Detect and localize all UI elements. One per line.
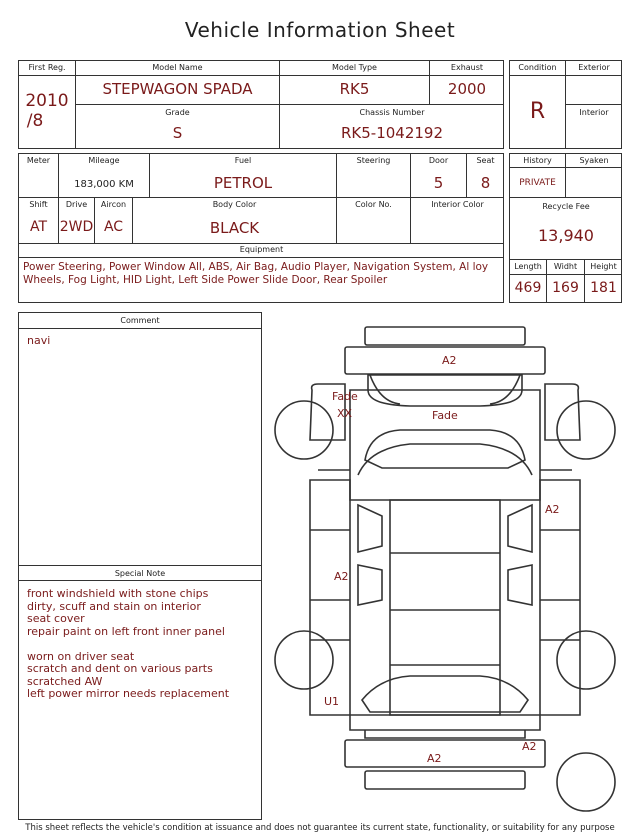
front-grille (365, 327, 525, 345)
notes-panel (18, 312, 262, 820)
length-value: 469 (514, 280, 542, 296)
grade-label: Grade (165, 108, 190, 117)
interior-color-cell (411, 198, 504, 244)
mark-rear-bumper: A2 (427, 752, 442, 765)
height-cell (585, 260, 622, 303)
shift-label: Shift (29, 200, 48, 209)
drive-label: Drive (65, 200, 88, 209)
special-note-line: worn on driver seat (27, 649, 135, 663)
rear-window (362, 676, 528, 712)
aircon-label: Aircon (100, 200, 127, 209)
exterior-cell (566, 61, 622, 105)
chassis-value: RK5-1042192 (340, 124, 444, 142)
width-cell (547, 260, 585, 303)
height-label: Height (590, 262, 617, 271)
condition-cell (510, 61, 566, 149)
history-label: History (523, 156, 552, 165)
body-color-value: BLACK (209, 219, 260, 237)
door-cell (411, 154, 467, 198)
drive-value: 2WD (59, 219, 94, 235)
exhaust-cell (430, 61, 504, 105)
model-type-value: RK5 (339, 80, 370, 98)
special-note-line: left power mirror needs replacement (27, 687, 230, 700)
model-name-cell (76, 61, 280, 105)
interior-cell (566, 105, 622, 149)
special-note-line: seat cover (27, 612, 85, 625)
shift-value: AT (29, 219, 48, 235)
model-name-value: STEPWAGON SPADA (102, 80, 253, 98)
model-info-table (18, 60, 504, 149)
history-table (509, 153, 622, 303)
special-note-line: dirty, scuff and stain on interior (27, 599, 201, 613)
special-note-label: Special Note (114, 569, 166, 578)
page-title: Vehicle Information Sheet (184, 18, 456, 42)
comment-label: Comment (120, 316, 160, 325)
body-color-label: Body Color (212, 200, 257, 209)
front-roof-line (358, 444, 532, 475)
color-no-cell (337, 198, 411, 244)
shift-cell (19, 198, 59, 244)
mark-front-bumper: A2 (442, 354, 457, 367)
first-reg-label: First Reg. (28, 63, 66, 72)
fuel-cell (150, 154, 337, 198)
equipment-label: Equipment (239, 245, 284, 254)
mark-right-side: A2 (545, 503, 560, 516)
left-rear-wheel (275, 631, 333, 689)
equipment-value: Power Steering, Power Window All, ABS, Air Bag, Audio Player, Navigation System, Al loy Wheels, Fog Light, HID Light, Left Side Power Slide Door, Rear Spoiler (23, 261, 489, 286)
length-label: Length (514, 262, 542, 271)
door-value: 5 (433, 174, 444, 192)
grade-cell (76, 105, 280, 149)
meter-label: Meter (26, 156, 51, 165)
special-note-header (19, 565, 261, 581)
width-label: Widht (553, 262, 578, 271)
meter-cell (19, 154, 59, 198)
aircon-cell (95, 198, 133, 244)
left-front-wheel (275, 401, 333, 459)
grade-value: S (172, 124, 183, 142)
comment-header (19, 313, 261, 329)
special-note-line: repair paint on left front inner panel (27, 624, 225, 638)
drive-cell (59, 198, 95, 244)
chassis-label: Chassis Number (359, 108, 425, 117)
first-reg-year: 2010 (25, 91, 69, 111)
seat-label: Seat (476, 156, 495, 165)
roof (390, 500, 500, 715)
right-front-wheel (557, 401, 615, 459)
fuel-value: PETROL (213, 174, 273, 192)
first-reg-month: /8 (26, 111, 44, 131)
tailgate (350, 715, 540, 730)
left-body-side (310, 480, 350, 715)
recycle-fee-cell (510, 198, 622, 260)
steering-label: Steering (356, 156, 391, 165)
steering-cell (337, 154, 411, 198)
chassis-cell (280, 105, 504, 149)
special-notes-list (27, 588, 229, 701)
mileage-cell (59, 154, 150, 198)
width-value: 169 (552, 280, 579, 296)
color-no-label: Color No. (355, 200, 392, 209)
model-name-label: Model Name (152, 63, 203, 72)
height-value: 181 (590, 280, 617, 296)
fuel-label: Fuel (234, 156, 252, 165)
recycle-fee-label: Recycle Fee (542, 202, 590, 211)
specs-table (18, 153, 504, 303)
length-cell (510, 260, 547, 303)
mark-left-side: A2 (334, 570, 349, 583)
special-note-line: scratched AW (27, 674, 103, 688)
rear-bumper (345, 740, 545, 767)
mark-rear-corner: A2 (522, 740, 537, 753)
history-value: PRIVATE (519, 178, 556, 188)
special-note-line: scratch and dent on various parts (27, 662, 213, 675)
first-reg-cell (19, 61, 76, 149)
interior-color-label: Interior Color (431, 200, 484, 209)
exhaust-value: 2000 (447, 80, 487, 98)
car-damage-diagram (270, 320, 632, 825)
condition-table (509, 60, 622, 149)
mileage-label: Mileage (88, 156, 120, 165)
aircon-value: AC (103, 219, 124, 235)
exhaust-label: Exhaust (450, 63, 484, 72)
history-cell (510, 154, 566, 198)
recycle-fee-value: 13,940 (538, 226, 594, 245)
mark-roof-fade: Fade (432, 409, 458, 422)
right-rear-wheel (557, 631, 615, 689)
interior-label: Interior (579, 108, 609, 117)
seat-cell (467, 154, 504, 198)
special-note-line (27, 638, 229, 651)
mark-windshield-fade: Fade (332, 390, 358, 403)
mark-windshield-xx: XX (337, 407, 353, 420)
syaken-label: Syaken (579, 156, 609, 165)
comment-text: navi (27, 334, 51, 347)
syaken-cell (566, 154, 622, 198)
seat-value: 8 (480, 174, 491, 192)
equipment-header (19, 244, 504, 258)
mark-left-rear-wheel: U1 (324, 695, 340, 708)
disclaimer-footer: This sheet reflects the vehicle's condition at issuance and does not guarantee its current state, functionality, or suitability for any purpose (25, 823, 615, 833)
special-note-line: front windshield with stone chips (27, 587, 209, 600)
condition-label: Condition (518, 63, 557, 72)
mileage-value: 183,000 KM (74, 179, 134, 190)
exterior-label: Exterior (578, 63, 610, 72)
body-color-cell (133, 198, 337, 244)
model-type-label: Model Type (332, 63, 377, 72)
condition-value: R (529, 99, 546, 124)
rear-plate-bar (365, 771, 525, 789)
model-type-cell (280, 61, 430, 105)
door-label: Door (428, 156, 449, 165)
spare-wheel (557, 753, 615, 811)
